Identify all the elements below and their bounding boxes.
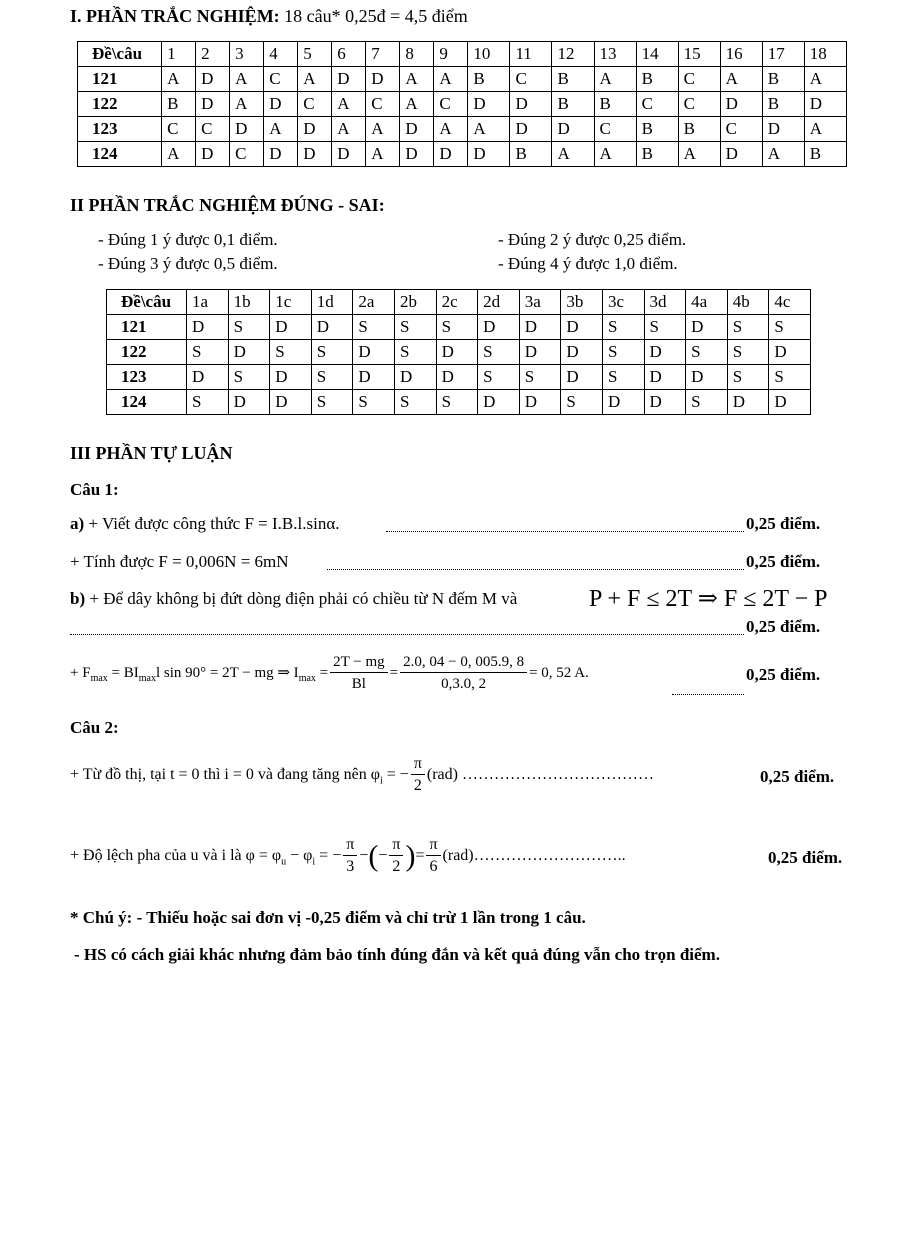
q1-c-dots [672, 694, 744, 695]
answer-cell: A [264, 117, 298, 142]
q1-c-points: 0,25 điểm. [746, 665, 821, 684]
answer-cell: D [561, 340, 603, 365]
answer-cell: D [727, 390, 769, 415]
table-header-cell: 7 [366, 42, 400, 67]
answer-cell: D [228, 340, 270, 365]
section3-title: III PHẦN TỰ LUẬN [70, 443, 233, 463]
answer-cell: A [230, 92, 264, 117]
answer-cell: C [720, 117, 762, 142]
table-header-cell: 5 [298, 42, 332, 67]
table-row [107, 340, 811, 365]
table-header-cell: 11 [510, 42, 552, 67]
answer-cell: D [468, 142, 510, 167]
q1-b-formula: P + F ≤ 2T ⇒ F ≤ 2T − P [589, 586, 828, 612]
answer-cell: A [400, 67, 434, 92]
answer-cell: B [636, 117, 678, 142]
fraction-pi-3: $\frac{\pi}{3}$ [343, 835, 357, 878]
answer-cell: S [478, 365, 520, 390]
fraction-imax: $\frac{2T - mg}{Bl}$ [330, 652, 388, 695]
answer-table-mcq [77, 41, 847, 167]
answer-cell: D [561, 315, 603, 340]
answer-cell: D [436, 365, 478, 390]
answer-cell: A [594, 142, 636, 167]
q1-label: Câu 1: [70, 480, 119, 499]
rule-left-2: - Đúng 3 ý được 0,5 điểm. [98, 254, 278, 273]
answer-cell: C [510, 67, 552, 92]
q1-a-prefix: a) [70, 514, 85, 533]
answer-cell: C [230, 142, 264, 167]
table-header-cell: 15 [678, 42, 720, 67]
answer-cell: A [434, 67, 468, 92]
exam-code-cell: 123 [78, 117, 162, 142]
rule-right-2: - Đúng 4 ý được 1,0 điểm. [498, 254, 678, 273]
table-header-cell: 4b [727, 290, 769, 315]
answer-cell: S [228, 315, 270, 340]
exam-code-cell: 124 [78, 142, 162, 167]
answer-cell: D [644, 390, 686, 415]
answer-cell: S [353, 315, 395, 340]
q1-a-points: 0,25 điểm. [746, 514, 821, 533]
exam-code-cell: 124 [107, 390, 187, 415]
answer-cell: C [264, 67, 298, 92]
answer-cell: A [434, 117, 468, 142]
answer-cell: D [187, 315, 229, 340]
answer-cell: D [602, 390, 644, 415]
answer-cell: B [468, 67, 510, 92]
table-row [78, 92, 847, 117]
answer-cell: S [727, 340, 769, 365]
answer-cell: D [187, 365, 229, 390]
rule-right-1: - Đúng 2 ý được 0,25 điểm. [498, 230, 687, 249]
answer-cell: D [270, 365, 312, 390]
exam-code-cell: 123 [107, 365, 187, 390]
table-header-cell: 2a [353, 290, 395, 315]
table-header-cell: 1a [187, 290, 229, 315]
answer-cell: B [594, 92, 636, 117]
answer-cell: A [720, 67, 762, 92]
table-row [107, 390, 811, 415]
table-row [78, 67, 847, 92]
answer-cell: A [366, 142, 400, 167]
answer-cell: S [311, 340, 353, 365]
answer-cell: D [353, 365, 395, 390]
table-row [107, 365, 811, 390]
answer-cell: S [353, 390, 395, 415]
q1-a2-points: 0,25 điểm. [746, 552, 821, 571]
answer-cell: B [552, 67, 594, 92]
answer-cell: D [804, 92, 846, 117]
table-header-cell: 13 [594, 42, 636, 67]
table-header-row [107, 290, 811, 315]
answer-cell: A [804, 117, 846, 142]
answer-cell: S [686, 390, 728, 415]
answer-cell: D [519, 390, 561, 415]
table-header-cell: 2 [196, 42, 230, 67]
answer-cell: D [311, 315, 353, 340]
table-header-cell: 3a [519, 290, 561, 315]
answer-cell: D [769, 390, 811, 415]
answer-cell: A [400, 92, 434, 117]
answer-cell: A [332, 117, 366, 142]
q1-b-points: 0,25 điểm. [746, 617, 821, 636]
table-header-cell: 17 [762, 42, 804, 67]
answer-cell: S [187, 340, 229, 365]
exam-code-cell: 121 [78, 67, 162, 92]
answer-cell: A [162, 67, 196, 92]
answer-cell: C [678, 92, 720, 117]
answer-cell: D [519, 315, 561, 340]
answer-cell: D [510, 92, 552, 117]
answer-cell: D [686, 365, 728, 390]
answer-cell: B [762, 67, 804, 92]
fraction-pi-6: $\frac{\pi}{6}$ [426, 835, 440, 878]
answer-cell: S [270, 340, 312, 365]
exam-code-cell: 122 [107, 340, 187, 365]
table-header-cell: 3d [644, 290, 686, 315]
answer-cell: B [510, 142, 552, 167]
q2-line2-points: 0,25 điểm. [768, 848, 843, 867]
table-header-cell: 12 [552, 42, 594, 67]
section1-heading [70, 6, 468, 27]
answer-cell: A [332, 92, 366, 117]
answer-cell: D [644, 365, 686, 390]
answer-cell: A [678, 142, 720, 167]
answer-cell: S [769, 365, 811, 390]
q1-a2-dots [327, 569, 744, 570]
answer-cell: A [366, 117, 400, 142]
answer-cell: D [400, 142, 434, 167]
answer-cell: D [228, 390, 270, 415]
table-header-cell: 2b [394, 290, 436, 315]
answer-cell: A [552, 142, 594, 167]
answer-cell: S [602, 315, 644, 340]
answer-cell: D [298, 142, 332, 167]
answer-cell: D [468, 92, 510, 117]
answer-cell: D [270, 315, 312, 340]
q1-a-text: + Viết được công thức F = I.B.l.sinα. [84, 514, 340, 533]
answer-cell: A [298, 67, 332, 92]
answer-cell: D [686, 315, 728, 340]
answer-cell: A [230, 67, 264, 92]
answer-cell: D [519, 340, 561, 365]
answer-cell: S [519, 365, 561, 390]
table-header-cell: 6 [332, 42, 366, 67]
fraction-values: $\frac{2.0, 04 - 0, 005.9, 8}{0,3.0, 2}$ [400, 652, 527, 695]
q1-b-dots [70, 634, 744, 635]
table-header-cell: 16 [720, 42, 762, 67]
table-header-cell: 10 [468, 42, 510, 67]
table-header-cell: 3c [602, 290, 644, 315]
table-header-cell: 4a [686, 290, 728, 315]
answer-cell: D [264, 142, 298, 167]
table-header-cell: 9 [434, 42, 468, 67]
answer-cell: S [394, 315, 436, 340]
table-header-cell: 18 [804, 42, 846, 67]
note-1: * Chú ý: - Thiếu hoặc sai đơn vị -0,25 điểm và chỉ trừ 1 lần trong 1 câu. [70, 908, 586, 927]
answer-cell: D [332, 67, 366, 92]
answer-cell: C [434, 92, 468, 117]
answer-cell: S [436, 315, 478, 340]
answer-cell: S [644, 315, 686, 340]
answer-cell: D [230, 117, 264, 142]
answer-cell: C [366, 92, 400, 117]
table-header-cell: Đề\câu [107, 290, 187, 315]
answer-cell: B [636, 67, 678, 92]
answer-cell: C [162, 117, 196, 142]
q1-c-formula: + $F_{max} = BI_{max}l$ sin 90° = 2T − mg ⇒ $I_{max}$ = $\frac{2T - mg}{Bl}$ = $\frac{2.0, 04 - 0, 005.9, 8}{0,3.0, 2}$ = 0, 52 A. [70, 652, 589, 695]
answer-cell: C [196, 117, 230, 142]
table-header-row [78, 42, 847, 67]
answer-cell: S [478, 340, 520, 365]
rule-left-1: - Đúng 1 ý được 0,1 điểm. [98, 230, 278, 249]
exam-code-cell: 121 [107, 315, 187, 340]
answer-cell: S [311, 365, 353, 390]
q1-b-prefix: b) [70, 589, 86, 608]
answer-cell: S [769, 315, 811, 340]
table-header-cell: 4c [769, 290, 811, 315]
answer-cell: D [196, 92, 230, 117]
section1-subtitle: 18 câu* 0,25đ = 4,5 điểm [284, 6, 468, 26]
q1-a2-line: + Tính được F = 0,006N = 6mN [70, 552, 289, 571]
table-header-cell: 2d [478, 290, 520, 315]
answer-cell: C [678, 67, 720, 92]
table-header-cell: 1 [162, 42, 196, 67]
answer-cell: D [769, 340, 811, 365]
table-header-cell: Đề\câu [78, 42, 162, 67]
table-row [78, 142, 847, 167]
answer-cell: D [196, 67, 230, 92]
answer-cell: D [720, 142, 762, 167]
answer-cell: D [366, 67, 400, 92]
answer-cell: S [394, 340, 436, 365]
answer-table-truefalse [106, 289, 811, 415]
answer-cell: D [264, 92, 298, 117]
fraction-pi-2b: $\frac{\pi}{2}$ [389, 835, 403, 878]
answer-cell: B [804, 142, 846, 167]
answer-cell: S [561, 390, 603, 415]
answer-cell: A [162, 142, 196, 167]
answer-cell: S [311, 390, 353, 415]
answer-cell: D [436, 340, 478, 365]
fraction-pi-2: $\frac{\pi}{2}$ [411, 754, 425, 797]
answer-cell: D [196, 142, 230, 167]
table-header-cell: 3 [230, 42, 264, 67]
answer-cell: D [434, 142, 468, 167]
answer-cell: S [394, 390, 436, 415]
q2-line2: + Độ lệch pha của u và i là $\varphi = \varphi_u - \varphi_i$ = − $\frac{\pi}{3}$ −(− $\frac{\pi}{2}$ )= $\frac{\pi}{6}$ (rad)……………………….. [70, 835, 626, 878]
answer-cell: A [594, 67, 636, 92]
table-header-cell: 3b [561, 290, 603, 315]
answer-cell: S [602, 340, 644, 365]
answer-cell: D [332, 142, 366, 167]
answer-cell: C [636, 92, 678, 117]
answer-cell: S [686, 340, 728, 365]
answer-cell: D [394, 365, 436, 390]
answer-cell: C [298, 92, 332, 117]
answer-cell: C [594, 117, 636, 142]
answer-cell: S [187, 390, 229, 415]
exam-code-cell: 122 [78, 92, 162, 117]
table-row [78, 117, 847, 142]
answer-cell: B [636, 142, 678, 167]
q1-b-text: + Để dây không bị đứt dòng điện phải có chiều từ N đếm M và [85, 589, 518, 608]
table-header-cell: 2c [436, 290, 478, 315]
answer-cell: D [510, 117, 552, 142]
answer-cell: S [727, 365, 769, 390]
q2-line1: + Từ đồ thị, tại t = 0 thì i = 0 và đang tăng nên $\varphi_i$ = − $\frac{\pi}{2}$ (rad) ……………………………… [70, 754, 654, 797]
answer-cell: B [678, 117, 720, 142]
q1-a-line [70, 514, 340, 534]
answer-cell: A [762, 142, 804, 167]
answer-cell: S [602, 365, 644, 390]
answer-cell: S [727, 315, 769, 340]
answer-cell: D [644, 340, 686, 365]
answer-cell: D [270, 390, 312, 415]
table-header-cell: 1d [311, 290, 353, 315]
answer-cell: A [804, 67, 846, 92]
table-header-cell: 1c [270, 290, 312, 315]
answer-cell: B [162, 92, 196, 117]
q2-line1-points: 0,25 điểm. [760, 767, 835, 786]
section1-title: I. PHẦN TRẮC NGHIỆM: [70, 6, 280, 26]
answer-cell: D [478, 390, 520, 415]
answer-cell: D [298, 117, 332, 142]
table-header-cell: 8 [400, 42, 434, 67]
answer-cell: D [720, 92, 762, 117]
section2-title: II PHẦN TRẮC NGHIỆM ĐÚNG - SAI: [70, 195, 385, 215]
q1-b-line [70, 589, 517, 609]
table-row [107, 315, 811, 340]
answer-cell: D [552, 117, 594, 142]
table-header-cell: 14 [636, 42, 678, 67]
answer-cell: D [353, 340, 395, 365]
answer-cell: D [478, 315, 520, 340]
answer-cell: D [400, 117, 434, 142]
table-header-cell: 1b [228, 290, 270, 315]
answer-cell: A [468, 117, 510, 142]
answer-cell: S [228, 365, 270, 390]
q2-label: Câu 2: [70, 718, 119, 737]
table-header-cell: 4 [264, 42, 298, 67]
q1-a-dots [386, 531, 744, 532]
answer-cell: B [762, 92, 804, 117]
note-2: - HS có cách giải khác nhưng đảm bảo tính đúng đắn và kết quả đúng vẫn cho trọn điểm. [74, 945, 720, 964]
answer-cell: D [762, 117, 804, 142]
answer-cell: B [552, 92, 594, 117]
answer-cell: S [436, 390, 478, 415]
answer-cell: D [561, 365, 603, 390]
